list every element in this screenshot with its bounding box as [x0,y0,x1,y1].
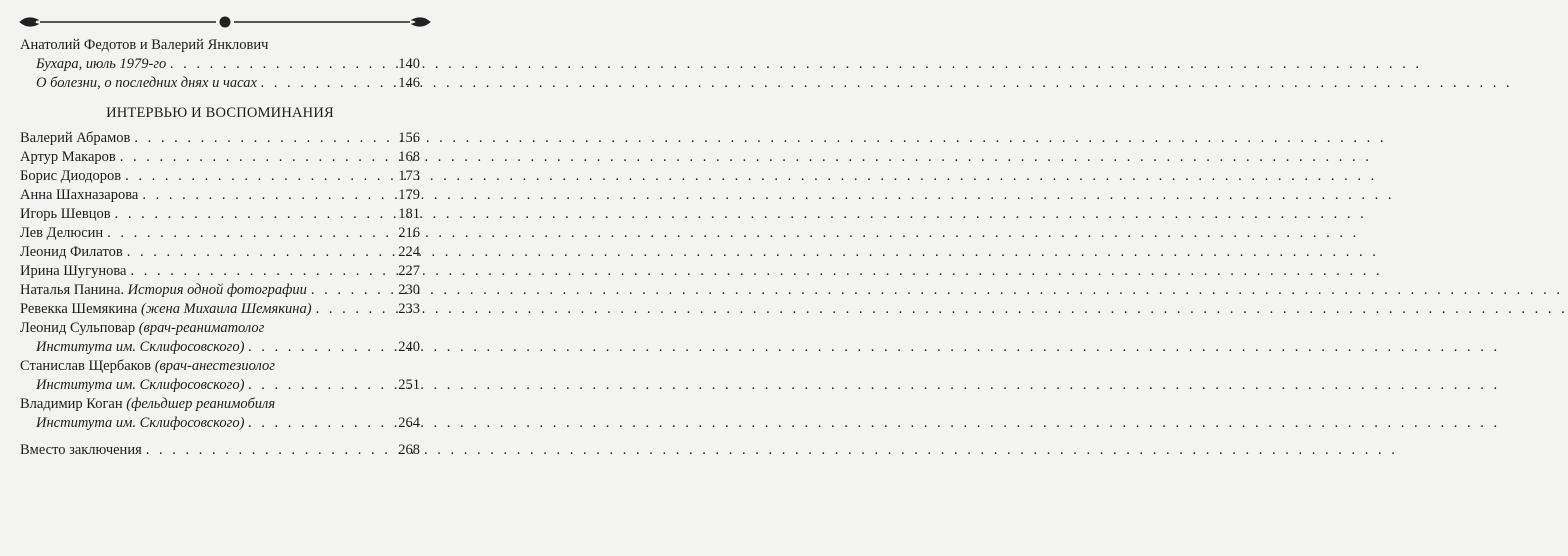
toc-entry[interactable] [20,300,420,319]
entry-title [20,395,277,414]
entry-title [20,357,277,376]
toc-entry-line2[interactable] [20,338,420,357]
entry-page: 227 [398,263,420,279]
dot-leader [115,205,395,224]
toc-entry-line2[interactable] [20,376,420,395]
dot-leader [125,167,394,186]
toc-entry[interactable] [20,186,420,205]
dot-leader [248,376,394,395]
entry-author: Станислав Щербаков [20,358,155,374]
toc-entry[interactable] [20,205,420,224]
entry-title: Игорь Шевцов [20,206,111,222]
toc-entry[interactable] [20,224,420,243]
entry-note-continued: Института им. Склифосовского) [36,415,245,431]
entry-page: 216 [398,225,420,241]
dot-leader [127,243,395,262]
entry-page: 230 [398,282,420,298]
entry-page: 173 [398,168,420,184]
dot-leader [170,55,394,74]
entry-title: Вместо заключения [20,442,142,458]
entry-title: Валерий Абрамов [20,130,131,146]
entry-note-continued: Института им. Склифосовского) [36,339,245,355]
toc-entry[interactable] [20,167,420,186]
entry-note: (врач-анестезиолог [154,358,275,374]
dot-leader [248,338,394,357]
entry-page: 140 [398,56,420,72]
table-of-contents [20,35,420,460]
entry-author: Леонид Сульповар [20,320,139,336]
entry-title [20,300,314,319]
dot-leader [146,441,395,460]
entry-page: 181 [398,206,420,222]
author-heading: Анатолий Федотов и Валерий Янклович [20,37,269,53]
entry-author: Ревекка Шемякина [20,301,141,317]
toc-page [0,0,450,556]
toc-entry[interactable] [20,129,420,148]
entry-page: 146 [398,75,420,91]
toc-entry-line1[interactable] [20,357,420,376]
section-heading: ИНТЕРВЬЮ И ВОСПОМИНАНИЯ [106,105,334,121]
entry-note: История одной фотографии [127,282,307,298]
toc-entry-line1[interactable] [20,319,420,338]
entry-note: (врач-реаниматолог [138,320,265,336]
entry-title [20,281,309,300]
toc-entry[interactable] [20,441,420,460]
entry-note-continued: Института им. Склифосовского) [36,377,245,393]
entry-title: Ирина Шугунова [20,263,127,279]
dot-leader [311,281,394,300]
dot-leader [120,148,395,167]
decorative-divider-icon [18,14,432,30]
dot-leader [130,262,394,281]
toc-entry-line1[interactable] [20,395,420,414]
dot-leader [107,224,394,243]
dot-leader [261,74,394,93]
entry-title: Бухара, июль 1979-го [36,56,167,72]
entry-page: 233 [398,301,420,317]
dot-leader [316,300,395,319]
entry-page: 251 [398,377,420,393]
entry-title: Борис Диодоров [20,168,122,184]
toc-entry[interactable] [20,243,420,262]
entry-page: 224 [398,244,420,260]
spacer [20,433,420,441]
toc-entry[interactable] [20,281,420,300]
toc-entry[interactable] [20,262,420,281]
entry-title: Анна Шахназарова [20,187,139,203]
toc-entry-line2[interactable] [20,414,420,433]
entry-title: О болезни, о последних днях и часах [36,75,257,91]
toc-entry[interactable] [20,74,420,93]
entry-note: (фельдшер реанимобиля [126,396,276,412]
entry-note: (жена Михаила Шемякина) [140,301,312,317]
dot-leader [142,186,394,205]
entry-page: 179 [398,187,420,203]
toc-entry[interactable] [20,148,420,167]
entry-title: Артур Макаров [20,149,116,165]
entry-title: Лев Делюсин [20,225,104,241]
entry-page: 268 [398,442,420,458]
entry-author: Владимир Коган [20,396,127,412]
entry-title: Леонид Филатов [20,244,123,260]
dot-leader [248,414,394,433]
entry-page: 264 [398,415,420,431]
entry-page: 168 [398,149,420,165]
dot-leader [134,129,394,148]
entry-title [20,319,266,338]
toc-entry[interactable] [20,55,420,74]
entry-page: 156 [398,130,420,146]
entry-author: Наталья Панина. [20,282,128,298]
entry-page: 240 [398,339,420,355]
